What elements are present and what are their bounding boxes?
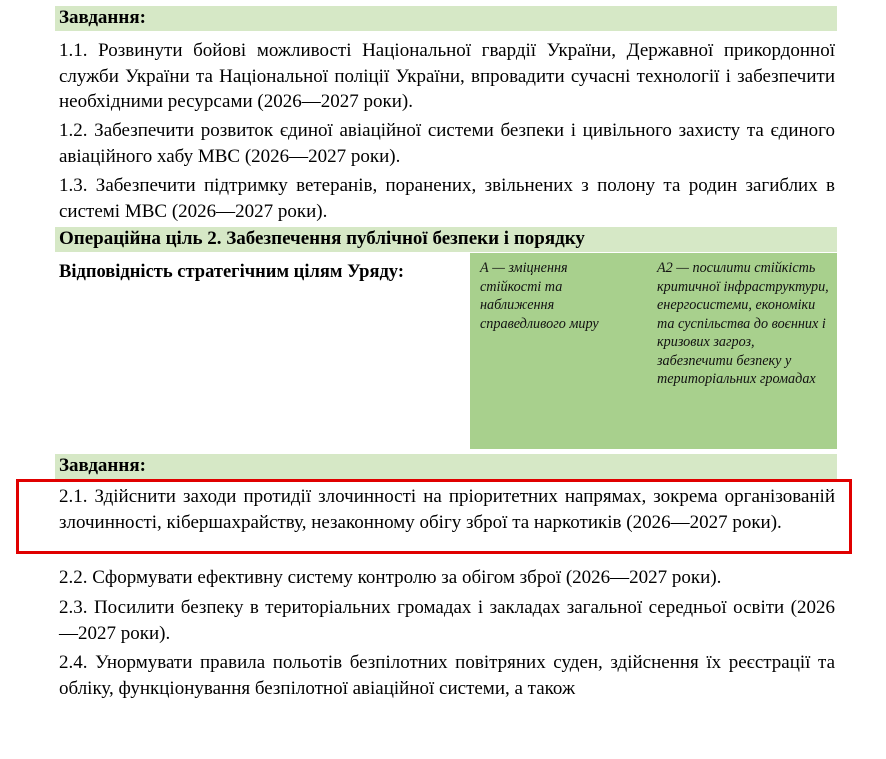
operational-goal-2-title: Операційна ціль 2. Забезпечення публічної безпеки і порядку	[55, 227, 837, 252]
task-1-3: 1.3. Забезпечити підтримку ветеранів, поранених, звільнених з полону та родин загиблих в системі МВС (2026—2027 роки).	[59, 175, 835, 222]
highlight-frame	[16, 479, 852, 554]
task-2-4: 2.4. Унормувати правила польотів безпілотних повітряних суден, здійснення їх реєстрації та обліку, функціонування безпілотної авіаційної системи, а також	[59, 652, 835, 699]
task-2-2: 2.2. Сформувати ефективну систему контролю за обігом зброї (2026—2027 роки).	[59, 567, 722, 588]
goal-a2: А2 — посилити стійкість критичної інфраструктури, енергосистеми, економіки та суспільства до воєнних і кризових загроз, забезпечити безпеку у територіальних громадах	[657, 260, 829, 387]
section2-heading: Завдання:	[55, 454, 837, 479]
strategic-goals-box	[470, 253, 837, 449]
task-1-2: 1.2. Забезпечити розвиток єдиної авіаційної системи безпеки і цивільного захисту та єдиного авіаційного хабу МВС (2026—2027 роки).	[59, 120, 835, 167]
section1-heading: Завдання:	[55, 6, 837, 31]
alignment-label: Відповідність стратегічним цілям Уряду:	[59, 262, 404, 282]
task-2-3: 2.3. Посилити безпеку в територіальних громадах і закладах загальної середньої освіти (2026—2027 роки).	[59, 597, 835, 644]
task-1-1: 1.1. Розвинути бойові можливості Національної гвардії України, Державної прикордонної служби України та Національної поліції України, впровадити сучасні технології і забезпечити необхідними ресурсами (2026—2027 роки).	[59, 40, 835, 112]
task-2-1: 2.1. Здійснити заходи протидії злочинності на пріоритетних напрямах, зокрема організованій злочинності, кібершахрайству, незаконному обігу зброї та наркотиків (2026—2027 роки).	[59, 486, 835, 533]
goal-a: А — зміцнення стійкості та наближення справедливого миру	[480, 260, 599, 332]
